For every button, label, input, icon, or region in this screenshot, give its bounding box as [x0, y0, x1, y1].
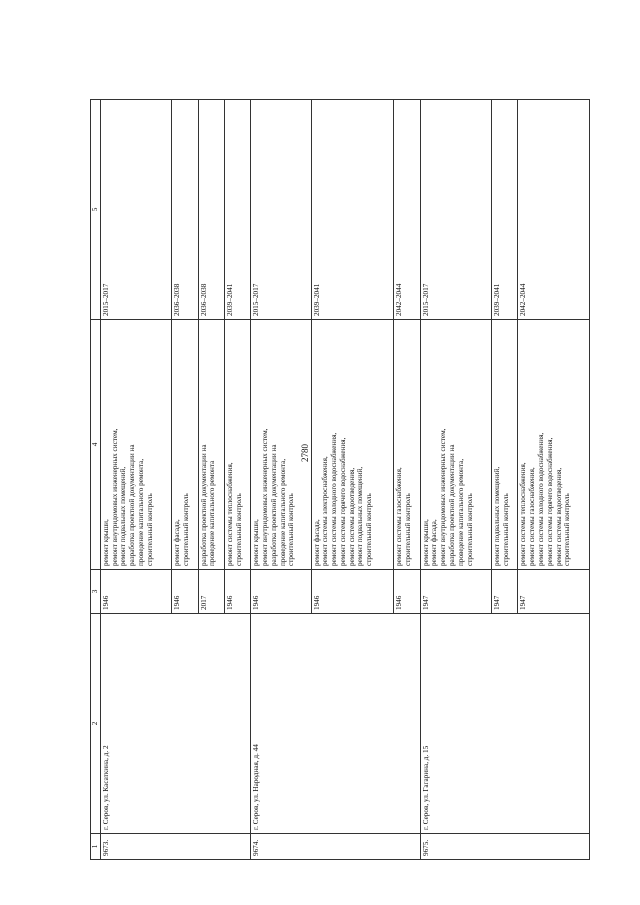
work-item: проведение капитального ремонта,	[456, 458, 465, 566]
record-number: 9674.	[251, 834, 420, 860]
header-cell: 2	[91, 614, 101, 834]
year-cell: 1946	[251, 570, 311, 614]
header-cell: 5	[91, 100, 101, 320]
works-cell	[492, 320, 518, 570]
building-address: г. Серов, ул. Касаткина, д. 2	[100, 614, 251, 834]
table-wrapper	[90, 100, 590, 860]
header-cell: 3	[91, 570, 101, 614]
work-item: разработка проектной документации на	[447, 444, 456, 566]
period-cell: 2015–2017	[251, 100, 311, 320]
building-address: г. Серов, ул. Гагарина, д. 15	[420, 614, 589, 834]
work-item: ремонт системы теплоснабжения,	[225, 462, 234, 566]
period-cell: 2036–2038	[172, 100, 198, 320]
works-cell	[172, 320, 198, 570]
work-item: ремонт фасада,	[312, 519, 321, 566]
work-item: строительный контроль	[404, 493, 413, 566]
year-cell: 1947	[420, 570, 491, 614]
page-number: 2780	[300, 444, 310, 462]
record-number: 9675.	[420, 834, 589, 860]
period-cell: 2042–2044	[518, 100, 590, 320]
work-item: строительный контроль	[145, 493, 154, 566]
work-item: строительный контроль	[287, 493, 296, 566]
work-item: ремонт системы газоснабжения,	[528, 467, 537, 566]
work-item: ремонт системы газоснабжения,	[395, 467, 404, 566]
work-item: строительный контроль	[182, 493, 191, 566]
building-address: г. Серов, ул. Народная, д. 44	[251, 614, 420, 834]
works-cell	[394, 320, 420, 570]
work-item: строительный контроль	[234, 493, 243, 566]
period-cell: 2039–2041	[311, 100, 394, 320]
year-cell: 1947	[518, 570, 590, 614]
work-item: ремонт внутридомовых инженерных систем,	[439, 428, 448, 566]
work-item: ремонт крыши,	[252, 519, 261, 566]
repair-schedule-table	[90, 99, 590, 860]
work-item: ремонт подвальных помещений,	[493, 466, 502, 566]
work-item: ремонт системы горячего водоснабжения,	[545, 437, 554, 566]
period-cell: 2039–2041	[492, 100, 518, 320]
record-number: 9673.	[100, 834, 251, 860]
year-cell: 1947	[492, 570, 518, 614]
work-item: разработка проектной документации на	[269, 444, 278, 566]
table-row	[420, 100, 491, 860]
work-item: ремонт крыши,	[101, 519, 110, 566]
work-item: ремонт системы теплоснабжения,	[519, 462, 528, 566]
work-item: проведение капитального ремонта,	[278, 458, 287, 566]
works-cell	[311, 320, 394, 570]
work-item: строительный контроль	[501, 493, 510, 566]
work-item: строительный контроль	[563, 493, 572, 566]
work-item: ремонт системы электроснабжения,	[321, 456, 330, 566]
header-cell: 1	[91, 834, 101, 860]
work-item: ремонт фасада,	[173, 519, 182, 566]
period-cell: 2042–2044	[394, 100, 420, 320]
works-cell	[100, 320, 171, 570]
year-cell: 1946	[311, 570, 394, 614]
table-body	[100, 100, 589, 860]
table-row	[251, 100, 311, 860]
year-cell: 2017	[198, 570, 224, 614]
year-cell: 1946	[224, 570, 250, 614]
work-item: проведение капитального ремонта	[208, 460, 217, 566]
works-cell	[251, 320, 311, 570]
work-item: разработка проектной документации на	[128, 444, 137, 566]
work-item: строительный контроль	[365, 493, 374, 566]
works-cell	[224, 320, 250, 570]
works-cell	[518, 320, 590, 570]
work-item: ремонт системы водоотведения,	[347, 467, 356, 566]
work-item: ремонт внутридомовых инженерных систем,	[261, 428, 270, 566]
year-cell: 1946	[394, 570, 420, 614]
header-row	[91, 100, 101, 860]
work-item: строительный контроль	[465, 493, 474, 566]
work-item: ремонт системы холодного водоснабжения,	[537, 432, 546, 566]
header-cell: 4	[91, 320, 101, 570]
work-item: разработка проектной документации на	[199, 444, 208, 566]
work-item: ремонт крыши,	[421, 519, 430, 566]
table-row	[100, 100, 171, 860]
period-cell: 2036–2038	[198, 100, 224, 320]
year-cell: 1946	[100, 570, 171, 614]
year-cell: 1946	[172, 570, 198, 614]
period-cell: 2039–2041	[224, 100, 250, 320]
works-cell	[420, 320, 491, 570]
work-item: ремонт подвальных помещений,	[119, 466, 128, 566]
period-cell: 2015–2017	[100, 100, 171, 320]
work-item: ремонт фасада,	[430, 519, 439, 566]
work-item: проведение капитального ремонта,	[136, 458, 145, 566]
work-item: ремонт системы холодного водоснабжения,	[330, 432, 339, 566]
work-item: ремонт внутридомовых инженерных систем,	[110, 428, 119, 566]
period-cell: 2015–2017	[420, 100, 491, 320]
works-cell	[198, 320, 224, 570]
work-item: ремонт системы водоотведения,	[554, 467, 563, 566]
work-item: ремонт системы горячего водоснабжения,	[338, 437, 347, 566]
work-item: ремонт подвальных помещений,	[356, 466, 365, 566]
